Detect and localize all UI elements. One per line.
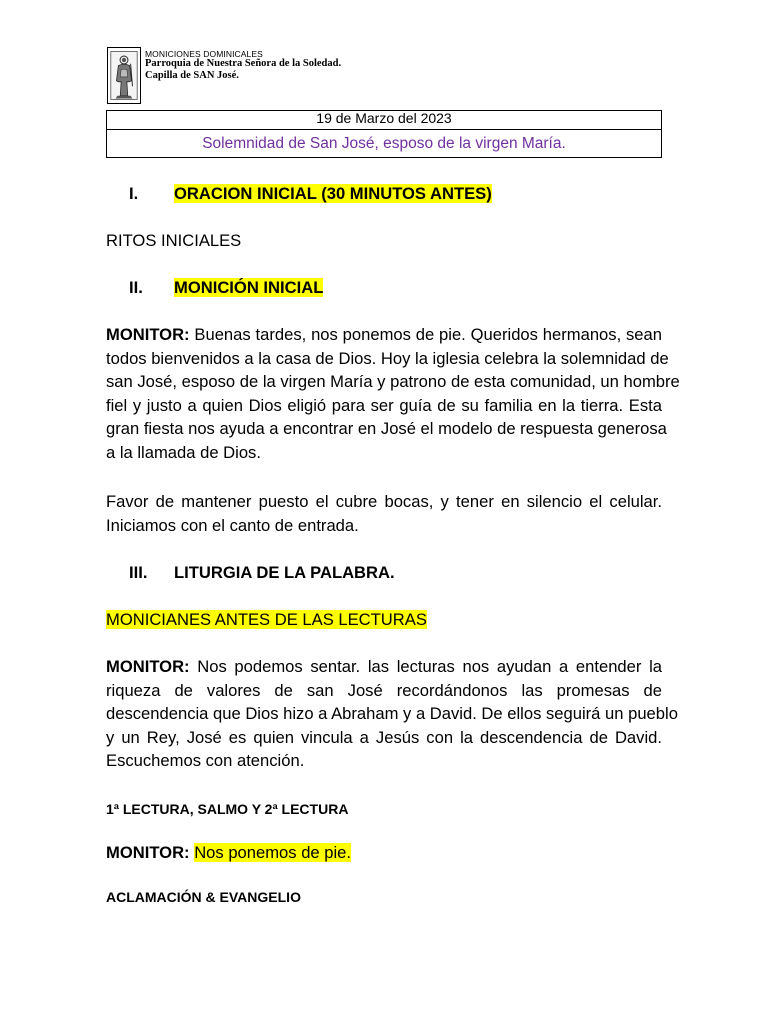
readings-line-2: riqueza de valores de san José recordándonos las promesas de xyxy=(106,680,662,700)
readings-line-1: MONITOR: Nos podemos sentar. las lecturas nos ayudan a entender la xyxy=(106,657,662,676)
intro-line-3: san José, esposo de la virgen María y patrono de esta comunidad, un hombre xyxy=(106,372,680,391)
intro-line-4: fiel y justo a quien Dios eligió para ser guía de su familia en la tierra. Esta xyxy=(106,395,662,415)
saint-figure-icon xyxy=(107,47,141,104)
notice-line-2: Iniciamos con el canto de entrada. xyxy=(106,515,359,535)
stand-instruction xyxy=(106,841,662,865)
intro-line-2: todos bienvenidos a la casa de Dios. Hoy la iglesia celebra la solemnidad de xyxy=(106,348,669,368)
intro-line-1: MONITOR: Buenas tardes, nos ponemos de pie. Queridos hermanos, sean xyxy=(106,325,662,344)
readings-heading: MONICIANES ANTES DE LAS LECTURAS xyxy=(106,610,427,629)
ritos-iniciales-label: RITOS INICIALES xyxy=(106,231,242,250)
monitor-label: MONITOR: xyxy=(106,657,190,676)
notice-paragraph xyxy=(106,490,662,537)
section-2-number: II. xyxy=(129,278,143,297)
section-3-number: III. xyxy=(129,563,148,582)
stand-text: Nos ponemos de pie. xyxy=(194,843,352,862)
intro-line-5: gran fiesta nos ayuda a encontrar en José el modelo de respuesta generosa xyxy=(106,419,667,438)
monitor-label: MONITOR: xyxy=(106,843,190,862)
gospel-label: ACLAMACIÓN & EVANGELIO xyxy=(106,889,301,905)
header-chapel-name: Capilla de SAN José. xyxy=(145,70,239,81)
header-series-name: MONICIONES DOMINICALES xyxy=(145,49,263,59)
section-1-number: I. xyxy=(129,184,139,203)
date-line: 19 de Marzo del 2023 xyxy=(107,111,661,130)
section-3-title: LITURGIA DE LA PALABRA. xyxy=(174,563,395,582)
readings-line-5: Escuchemos con atención. xyxy=(106,751,305,770)
intro-line-6: a la llamada de Dios. xyxy=(106,442,261,462)
readings-line-4: y un Rey, José es quien vincula a Jesús con la descendencia de David. xyxy=(106,727,662,747)
feast-title: Solemnidad de San José, esposo de la virgen María. xyxy=(202,135,566,152)
intro-paragraph xyxy=(106,323,680,464)
section-1-title: ORACION INICIAL (30 MINUTOS ANTES) xyxy=(174,184,492,203)
notice-line-1: Favor de mantener puesto el cubre bocas, y tener en silencio el celular. xyxy=(106,492,662,511)
header-parish-name: Parroquia de Nuestra Señora de la Soledad. xyxy=(145,58,342,69)
section-2-title: MONICIÓN INICIAL xyxy=(174,278,324,297)
lecturas-label: 1ª LECTURA, SALMO Y 2ª LECTURA xyxy=(106,801,349,817)
monitor-label: MONITOR: xyxy=(106,325,190,344)
readings-paragraph xyxy=(106,655,678,773)
readings-line-3: descendencia que Dios hizo a Abraham y a David. De ellos seguirá un pueblo xyxy=(106,704,678,723)
title-table xyxy=(106,110,662,158)
